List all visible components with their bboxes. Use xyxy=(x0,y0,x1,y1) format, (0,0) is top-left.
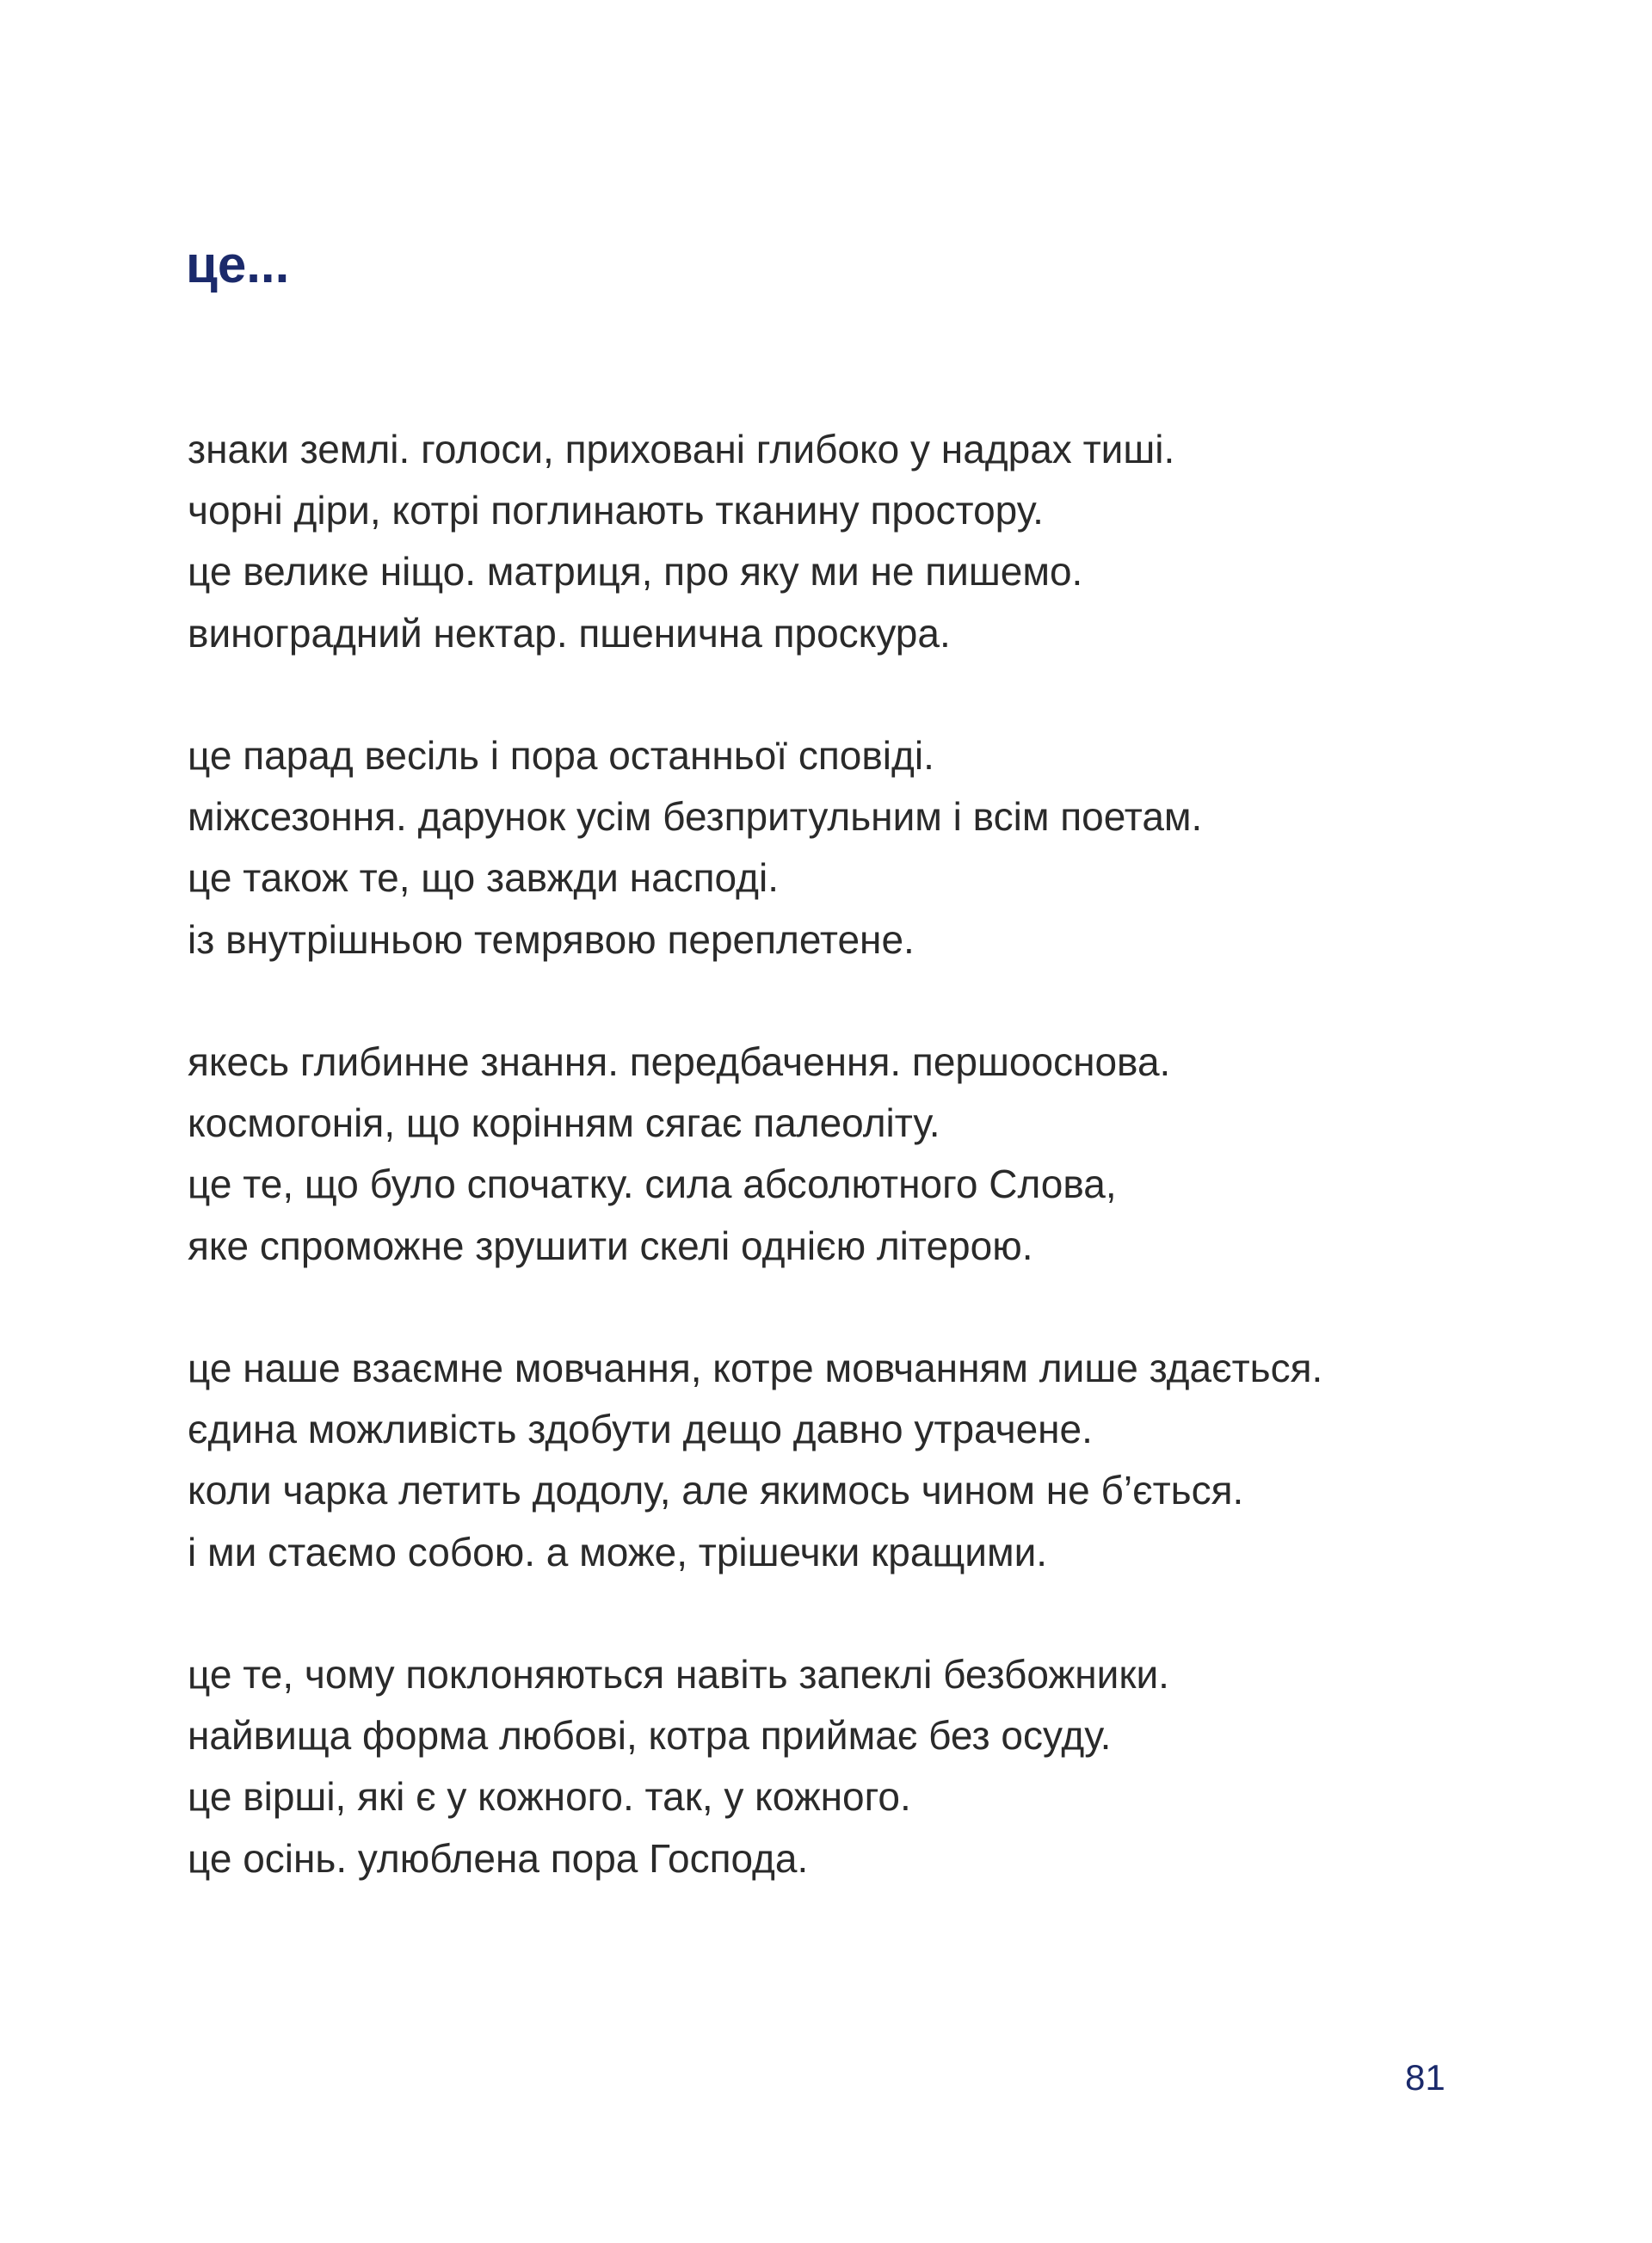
poem-line: міжсезоння. дарунок усім безпритульним і всім поетам. xyxy=(188,794,1203,840)
poem-line: це парад весіль і пора останньої сповіді. xyxy=(188,733,934,778)
poem-title: це... xyxy=(186,236,290,293)
poem-line: яке спроможне зрушити скелі однією літерою. xyxy=(188,1223,1033,1268)
poem-line: якесь глибинне знання. передбачення. першооснова. xyxy=(188,1039,1171,1084)
poem-line: космогонія, що корінням сягає палеоліту. xyxy=(188,1100,940,1146)
poem-line: знаки землі. голоси, приховані глибоко у надрах тиші. xyxy=(188,427,1175,471)
poem-line: це те, чому поклоняються навіть запеклі безбожники. xyxy=(188,1652,1169,1697)
poem-line: це також те, що завжди насподі. xyxy=(188,855,779,901)
poem-line: це велике ніщо. матриця, про яку ми не пишемо. xyxy=(188,549,1083,595)
poem-body xyxy=(188,419,1564,1950)
poem-line: єдина можливість здобути дещо давно утрачене. xyxy=(188,1407,1093,1452)
poem-line: чорні діри, котрі поглинають тканину простору. xyxy=(188,488,1044,533)
stanza xyxy=(188,725,1564,971)
stanza xyxy=(188,1644,1564,1889)
stanza xyxy=(188,1032,1564,1277)
poem-line: коли чарка летить додолу, але якимось чином не б’ється. xyxy=(188,1468,1244,1513)
poem-line: це осінь. улюблена пора Господа. xyxy=(188,1835,809,1881)
stanza xyxy=(188,1338,1564,1583)
poem-line: із внутрішньою темрявою переплетене. xyxy=(188,916,915,962)
stanza xyxy=(188,419,1564,664)
poem-line: найвища форма любові, котра приймає без осуду. xyxy=(188,1713,1112,1759)
poem-line: і ми стаємо собою. а може, трішечки кращими. xyxy=(188,1529,1048,1574)
poem-line: це наше взаємне мовчання, котре мовчанням лише здається. xyxy=(188,1346,1323,1390)
poem-line: це те, що було спочатку. сила абсолютного Слова, xyxy=(188,1162,1117,1207)
poem-line: виноградний нектар. пшенична проскура. xyxy=(188,610,951,656)
page-number: 81 xyxy=(1405,2057,1446,2098)
poem-line: це вірші, які є у кожного. так, у кожного. xyxy=(188,1774,911,1820)
